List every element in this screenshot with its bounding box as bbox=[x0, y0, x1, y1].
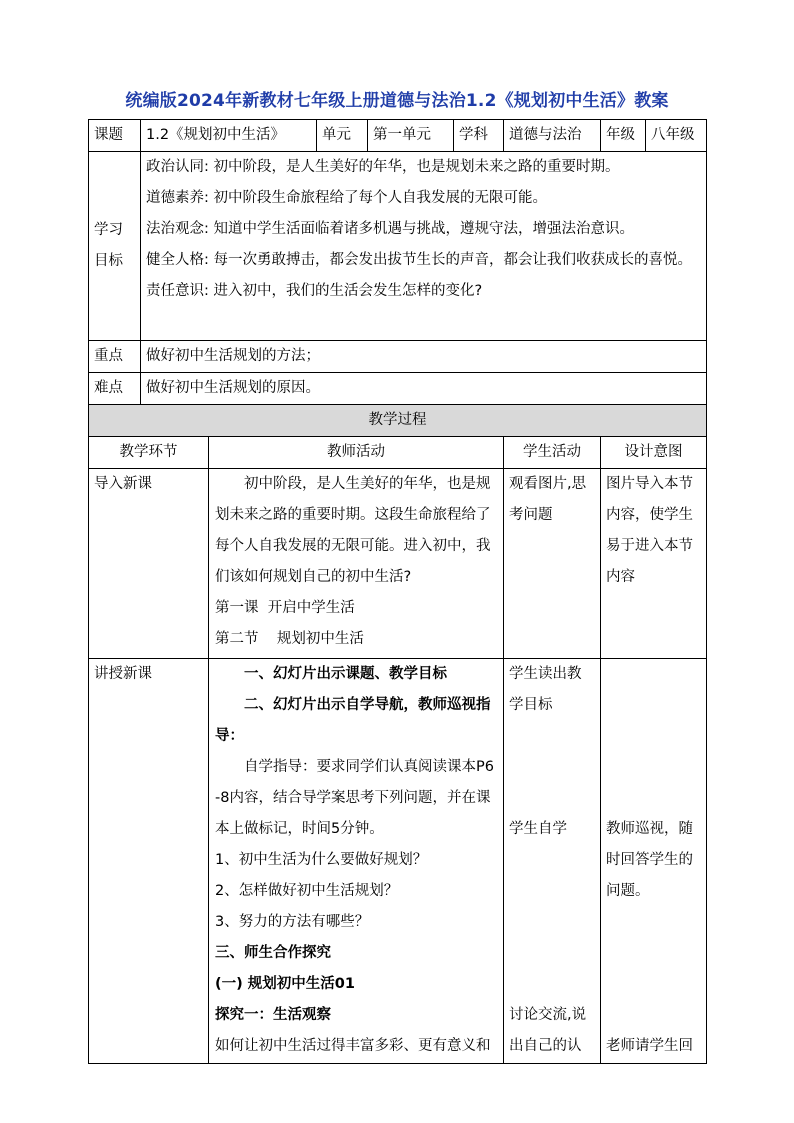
student-activity-1: 学生读出教学目标 bbox=[509, 666, 582, 713]
column-header-student: 学生活动 bbox=[504, 437, 601, 469]
grade-value: 八年级 bbox=[646, 120, 707, 152]
teacher-paragraph: 初中阶段，是人生美好的年华，也是规划未来之路的重要时期。这段生命旅程给了每个人自我发展的无限可能。进入初中，我们该如何规划自己的初中生活? bbox=[215, 476, 491, 585]
student-activity-3: 讨论交流,说出自己的认 bbox=[509, 1007, 587, 1054]
teacher-paragraph: 第一课 开启中学生活 bbox=[215, 600, 355, 616]
unit-label: 单元 bbox=[317, 120, 368, 152]
teacher-paragraph: 第二节 规划初中生活 bbox=[215, 631, 364, 647]
objective-item: 道德素养: 初中阶段生命旅程给了每个人自我发展的无限可能。 bbox=[146, 190, 547, 206]
objective-item: 健全人格: 每一次勇敢搏击，都会发出拔节生长的声音，都会让我们收获成长的喜悦。 bbox=[146, 252, 692, 268]
objective-item: 政治认同: 初中阶段，是人生美好的年华，也是规划未来之路的重要时期。 bbox=[146, 159, 620, 175]
stage-cell: 讲授新课 bbox=[89, 659, 209, 1064]
process-column-headers bbox=[89, 437, 707, 469]
process-row-intro bbox=[89, 469, 707, 659]
teacher-paragraph: 如何让初中生活过得丰富多彩、更有意义和 bbox=[215, 1038, 491, 1054]
subject-value: 道德与法治 bbox=[504, 120, 601, 152]
column-header-stage: 教学环节 bbox=[89, 437, 209, 469]
student-activity-cell bbox=[504, 659, 601, 1064]
teacher-paragraph: 一、幻灯片出示课题、教学目标 bbox=[244, 666, 447, 682]
teacher-activity-cell bbox=[209, 469, 504, 659]
student-activity-2: 学生自学 bbox=[509, 821, 567, 837]
objective-item: 法治观念: 知道中学生活面临着诸多机遇与挑战，遵规守法，增强法治意识。 bbox=[146, 221, 634, 237]
key-point-value: 做好初中生活规划的方法； bbox=[141, 341, 707, 373]
design-intent-cell bbox=[601, 659, 707, 1064]
difficulty-row bbox=[89, 373, 707, 405]
student-activity-cell: 观看图片,思考问题 bbox=[504, 469, 601, 659]
header-row bbox=[89, 120, 707, 152]
column-header-intent: 设计意图 bbox=[601, 437, 707, 469]
teacher-paragraph: 三、师生合作探究 bbox=[215, 945, 331, 961]
subject-label: 学科 bbox=[454, 120, 504, 152]
teacher-activity-cell bbox=[209, 659, 504, 1064]
teacher-paragraph: 2、怎样做好初中生活规划？ bbox=[215, 883, 399, 899]
key-point-row bbox=[89, 341, 707, 373]
design-intent-cell: 图片导入本节内容，使学生易于进入本节内容 bbox=[601, 469, 707, 659]
teacher-paragraph: (一) 规划初中生活01 bbox=[215, 976, 355, 992]
process-title: 教学过程 bbox=[89, 405, 707, 437]
topic-label: 课题 bbox=[89, 120, 141, 152]
objectives-content bbox=[141, 152, 707, 341]
design-intent-1: 教师巡视，随时回答学生的问题。 bbox=[606, 821, 693, 899]
design-intent-2: 老师请学生回 bbox=[606, 1038, 693, 1054]
topic-value: 1.2《规划初中生活》 bbox=[141, 120, 317, 152]
objectives-label bbox=[89, 152, 141, 341]
objectives-label-line1: 学习 bbox=[94, 222, 123, 238]
difficulty-value: 做好初中生活规划的原因。 bbox=[141, 373, 707, 405]
teacher-paragraph: 自学指导：要求同学们认真阅读课本P6-8内容，结合导学案思考下列问题，并在课本上做标记，时间5分钟。 bbox=[215, 759, 494, 837]
teacher-paragraph: 3、努力的方法有哪些？ bbox=[215, 914, 370, 930]
teacher-paragraph: 二、幻灯片出示自学导航，教师巡视指导： bbox=[215, 697, 491, 744]
objective-item: 责任意识: 进入初中，我们的生活会发生怎样的变化? bbox=[146, 283, 483, 299]
process-row-teaching bbox=[89, 659, 707, 1064]
teacher-paragraph: 探究一：生活观察 bbox=[215, 1007, 331, 1023]
unit-value: 第一单元 bbox=[368, 120, 454, 152]
objectives-label-line2: 目标 bbox=[94, 253, 123, 269]
document-title: 统编版2024年新教材七年级上册道德与法治1.2《规划初中生活》教案 bbox=[125, 91, 669, 111]
process-band-row bbox=[89, 405, 707, 437]
key-point-label: 重点 bbox=[89, 341, 141, 373]
grade-label: 年级 bbox=[601, 120, 646, 152]
column-header-teacher: 教师活动 bbox=[209, 437, 504, 469]
stage-cell: 导入新课 bbox=[89, 469, 209, 659]
difficulty-label: 难点 bbox=[89, 373, 141, 405]
lesson-plan-table bbox=[88, 119, 707, 1064]
teacher-paragraph: 1、初中生活为什么要做好规划？ bbox=[215, 852, 428, 868]
objectives-row bbox=[89, 152, 707, 341]
